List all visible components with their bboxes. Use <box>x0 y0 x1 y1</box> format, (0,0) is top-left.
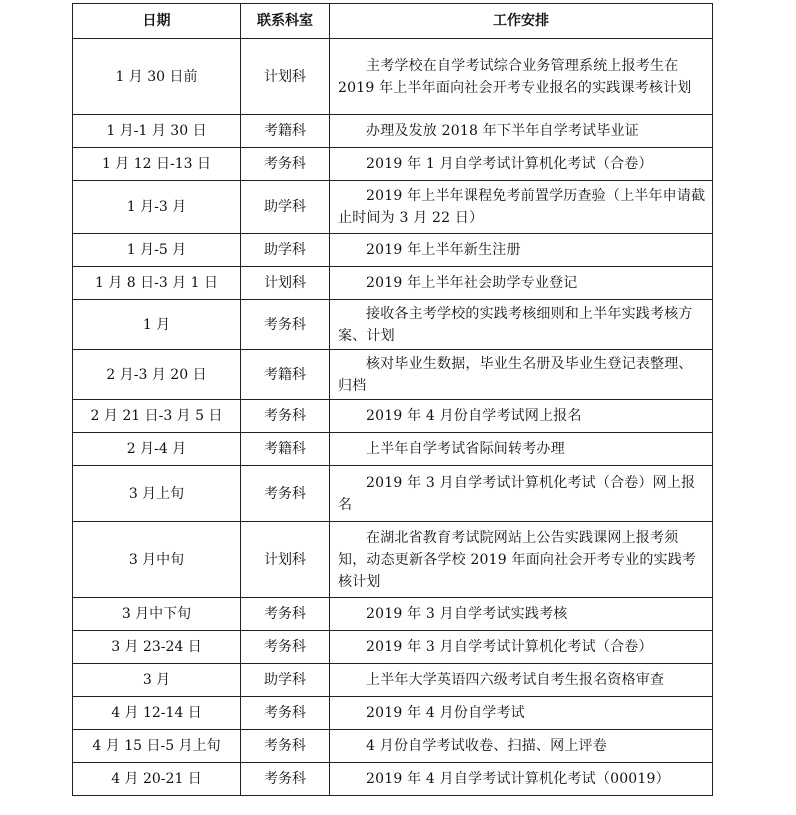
schedule-table <box>72 3 713 796</box>
department-cell: 计划科 <box>241 522 330 598</box>
department-cell: 考籍科 <box>241 433 330 466</box>
date-cell: 2 月-3 月 20 日 <box>73 350 241 400</box>
date-cell: 4 月 12-14 日 <box>73 697 241 730</box>
table-row <box>73 763 713 796</box>
table-row <box>73 400 713 433</box>
task-cell: 上半年大学英语四六级考试自考生报名资格审查 <box>330 664 713 697</box>
table-row <box>73 181 713 234</box>
table-row <box>73 115 713 148</box>
table-row <box>73 148 713 181</box>
task-cell: 2019 年 3 月自学考试实践考核 <box>330 598 713 631</box>
table-row <box>73 234 713 267</box>
department-cell: 考籍科 <box>241 115 330 148</box>
department-cell: 考务科 <box>241 697 330 730</box>
department-cell: 计划科 <box>241 39 330 115</box>
table-row <box>73 631 713 664</box>
task-cell: 2019 年上半年新生注册 <box>330 234 713 267</box>
task-cell: 上半年自学考试省际间转考办理 <box>330 433 713 466</box>
task-cell: 在湖北省教育考试院网站上公告实践课网上报考须知，动态更新各学校 2019 年面向社会开考专业的实践考核计划 <box>330 522 713 598</box>
date-cell: 3 月 23-24 日 <box>73 631 241 664</box>
table-row <box>73 300 713 350</box>
table-row <box>73 39 713 115</box>
table-header-row <box>73 4 713 39</box>
task-cell: 2019 年 4 月自学考试计算机化考试（00019） <box>330 763 713 796</box>
date-cell: 2 月-4 月 <box>73 433 241 466</box>
department-cell: 考务科 <box>241 400 330 433</box>
task-cell: 办理及发放 2018 年下半年自学考试毕业证 <box>330 115 713 148</box>
table-row <box>73 697 713 730</box>
date-cell: 3 月 <box>73 664 241 697</box>
task-cell: 2019 年 4 月份自学考试 <box>330 697 713 730</box>
task-cell: 2019 年 3 月自学考试计算机化考试（合卷） <box>330 631 713 664</box>
department-cell: 考务科 <box>241 300 330 350</box>
date-cell: 1 月-3 月 <box>73 181 241 234</box>
table-row <box>73 598 713 631</box>
task-cell: 2019 年 3 月自学考试计算机化考试（合卷）网上报名 <box>330 466 713 522</box>
date-cell: 3 月中下旬 <box>73 598 241 631</box>
task-cell: 4 月份自学考试收卷、扫描、网上评卷 <box>330 730 713 763</box>
table-row <box>73 267 713 300</box>
task-cell: 核对毕业生数据，毕业生名册及毕业生登记表整理、归档 <box>330 350 713 400</box>
task-cell: 2019 年上半年社会助学专业登记 <box>330 267 713 300</box>
department-cell: 考籍科 <box>241 350 330 400</box>
department-cell: 计划科 <box>241 267 330 300</box>
department-cell: 助学科 <box>241 181 330 234</box>
table-row <box>73 350 713 400</box>
task-cell: 接收各主考学校的实践考核细则和上半年实践考核方案、计划 <box>330 300 713 350</box>
task-cell: 2019 年 4 月份自学考试网上报名 <box>330 400 713 433</box>
table-row <box>73 730 713 763</box>
department-cell: 助学科 <box>241 664 330 697</box>
task-cell: 2019 年上半年课程免考前置学历查验（上半年申请截止时间为 3 月 22 日） <box>330 181 713 234</box>
date-cell: 1 月 30 日前 <box>73 39 241 115</box>
date-cell: 1 月-5 月 <box>73 234 241 267</box>
table-row <box>73 466 713 522</box>
header-task: 工作安排 <box>330 4 713 39</box>
date-cell: 4 月 15 日-5 月上旬 <box>73 730 241 763</box>
date-cell: 2 月 21 日-3 月 5 日 <box>73 400 241 433</box>
header-date: 日期 <box>73 4 241 39</box>
date-cell: 3 月中旬 <box>73 522 241 598</box>
date-cell: 3 月上旬 <box>73 466 241 522</box>
date-cell: 1 月 8 日-3 月 1 日 <box>73 267 241 300</box>
table-row <box>73 433 713 466</box>
department-cell: 考务科 <box>241 598 330 631</box>
task-cell: 2019 年 1 月自学考试计算机化考试（合卷） <box>330 148 713 181</box>
date-cell: 1 月 12 日-13 日 <box>73 148 241 181</box>
department-cell: 考务科 <box>241 730 330 763</box>
department-cell: 助学科 <box>241 234 330 267</box>
department-cell: 考务科 <box>241 763 330 796</box>
date-cell: 1 月-1 月 30 日 <box>73 115 241 148</box>
task-cell: 主考学校在自学考试综合业务管理系统上报考生在 2019 年上半年面向社会开考专业报名的实践课考核计划 <box>330 39 713 115</box>
department-cell: 考务科 <box>241 631 330 664</box>
header-department: 联系科室 <box>241 4 330 39</box>
department-cell: 考务科 <box>241 466 330 522</box>
date-cell: 1 月 <box>73 300 241 350</box>
table-row <box>73 522 713 598</box>
table-row <box>73 664 713 697</box>
department-cell: 考务科 <box>241 148 330 181</box>
date-cell: 4 月 20-21 日 <box>73 763 241 796</box>
table-body <box>73 39 713 796</box>
